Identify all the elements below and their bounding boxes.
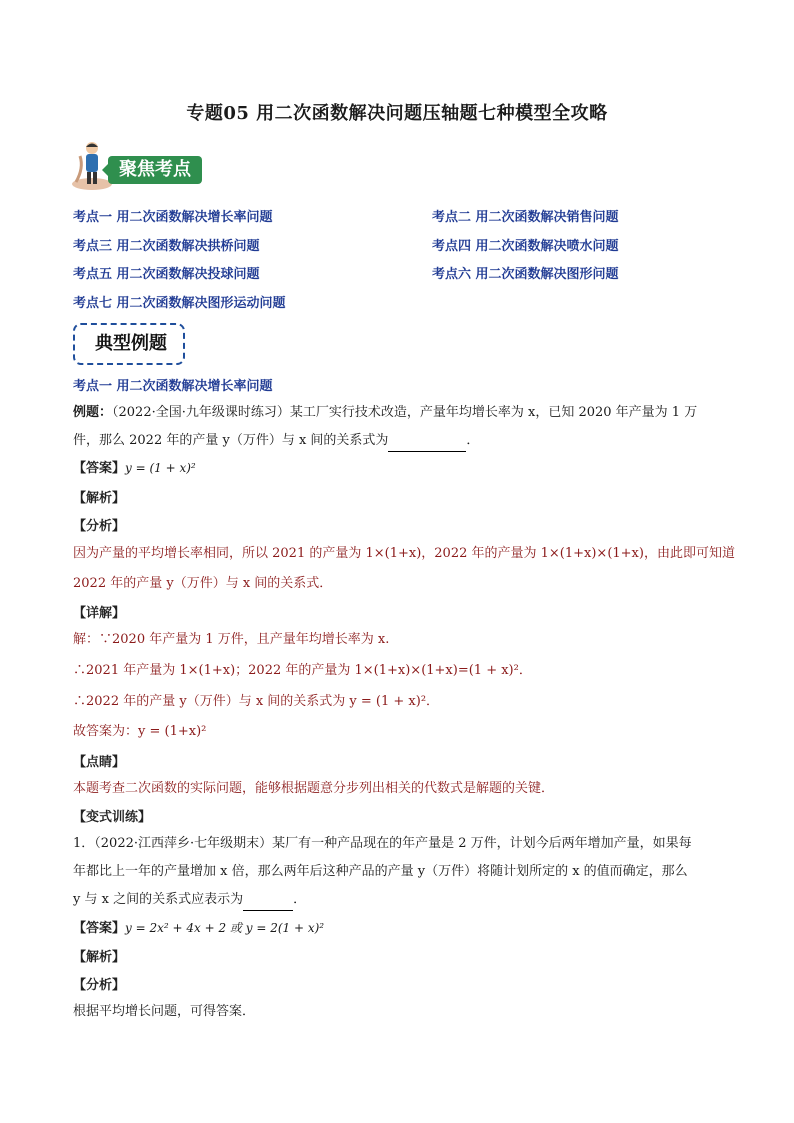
variant-answer-tag: 【答案】 (73, 921, 126, 936)
answer-blank (388, 431, 466, 452)
typical-example-badge (73, 323, 185, 365)
variant-jiexi-tag: 【解析】 (73, 950, 126, 965)
variant-q1-line-3 (73, 890, 306, 911)
answer-tag: 【答案】 (73, 461, 126, 476)
variant-fenxi-text: 根据平均增长问题，可得答案． (73, 1004, 256, 1019)
example-line-1 (73, 403, 697, 423)
kaodian-3-link[interactable]: 考点三 用二次函数解决拱桥问题 (73, 239, 260, 254)
variant-answer-line (73, 918, 324, 939)
variant-answer-blank (243, 890, 293, 911)
fenxi-line-2: 2022 年的产量 y（万件）与 x 间的关系式． (73, 576, 333, 591)
kaodian-7-link[interactable]: 考点七 用二次函数解决图形运动问题 (73, 296, 286, 311)
section-heading: 考点一 用二次函数解决增长率问题 (73, 379, 273, 394)
focus-badge (70, 138, 205, 192)
variant-answer-formula: y = 2x² + 4x + 2 或 y = 2(1 + x)² (125, 921, 325, 935)
kaodian-1-link[interactable]: 考点一 用二次函数解决增长率问题 (73, 210, 273, 225)
detail-line-3: ∴2022 年的产量 y（万件）与 x 间的关系式为 y = (1 + x)²． (73, 694, 440, 709)
jiexi-tag: 【解析】 (73, 491, 126, 506)
kaodian-2-link[interactable]: 考点二 用二次函数解决销售问题 (432, 210, 619, 225)
fenxi-tag: 【分析】 (73, 519, 126, 534)
example-text-2-end: ． (466, 433, 480, 448)
dianjing-tag: 【点睛】 (73, 755, 126, 770)
answer-formula: y = (1 + x)² (125, 461, 196, 475)
variant-q1-text-3-end: ． (293, 892, 307, 907)
variant-q1-text-3: y 与 x 之间的关系式应表示为 (73, 892, 244, 907)
kaodian-4-link[interactable]: 考点四 用二次函数解决喷水问题 (432, 239, 619, 254)
dianjing-text: 本题考查二次函数的实际问题，能够根据题意分步列出相关的代数式是解题的关键． (73, 781, 555, 796)
example-label: 例题： (73, 405, 113, 420)
typical-example-label: 典型例题 (95, 333, 167, 354)
fenxi-line-1: 因为产量的平均增长率相同，所以 2021 的产量为 1×(1+x)，2022 年的产量为 1×(1+x)×(1+x)，由此即可知道 (73, 546, 735, 561)
detail-line-2: ∴2021 年产量为 1×(1+x)；2022 年的产量为 1×(1+x)×(1+x)=(1 + x)²． (73, 663, 532, 678)
variant-tag: 【变式训练】 (73, 810, 152, 825)
kaodian-6-link[interactable]: 考点六 用二次函数解决图形问题 (432, 267, 619, 282)
variant-fenxi-tag: 【分析】 (73, 978, 126, 993)
focus-badge-label: 聚焦考点 (119, 159, 191, 180)
variant-q1-line-2: 年都比上一年的产量增加 x 倍，那么两年后这种产品的产量 y（万件）将随计划所定的 x 的值而确定，那么 (73, 864, 688, 879)
page-title: 专题05 用二次函数解决问题压轴题七种模型全攻略 (186, 103, 608, 124)
kaodian-5-link[interactable]: 考点五 用二次函数解决投球问题 (73, 267, 260, 282)
variant-q1-line-1: 1．（2022·江西萍乡·七年级期末）某厂有一种产品现在的年产量是 2 万件，计划今后两年增加产量，如果每 (73, 836, 692, 851)
answer-line (73, 458, 196, 479)
xiangjie-tag: 【详解】 (73, 606, 126, 621)
detail-line-1: 解：∵2020 年产量为 1 万件，且产量年均增长率为 x. (73, 632, 390, 647)
detail-line-4: 故答案为：y = (1+x)² (73, 724, 207, 739)
example-line-2 (73, 431, 479, 452)
example-text-1: （2022·全国·九年级课时练习）某工厂实行技术改造，产量年均增长率为 x，已知 2020 年产量为 1 万 (112, 405, 698, 420)
example-text-2: 件，那么 2022 年的产量 y（万件）与 x 间的关系式为 (73, 433, 389, 448)
